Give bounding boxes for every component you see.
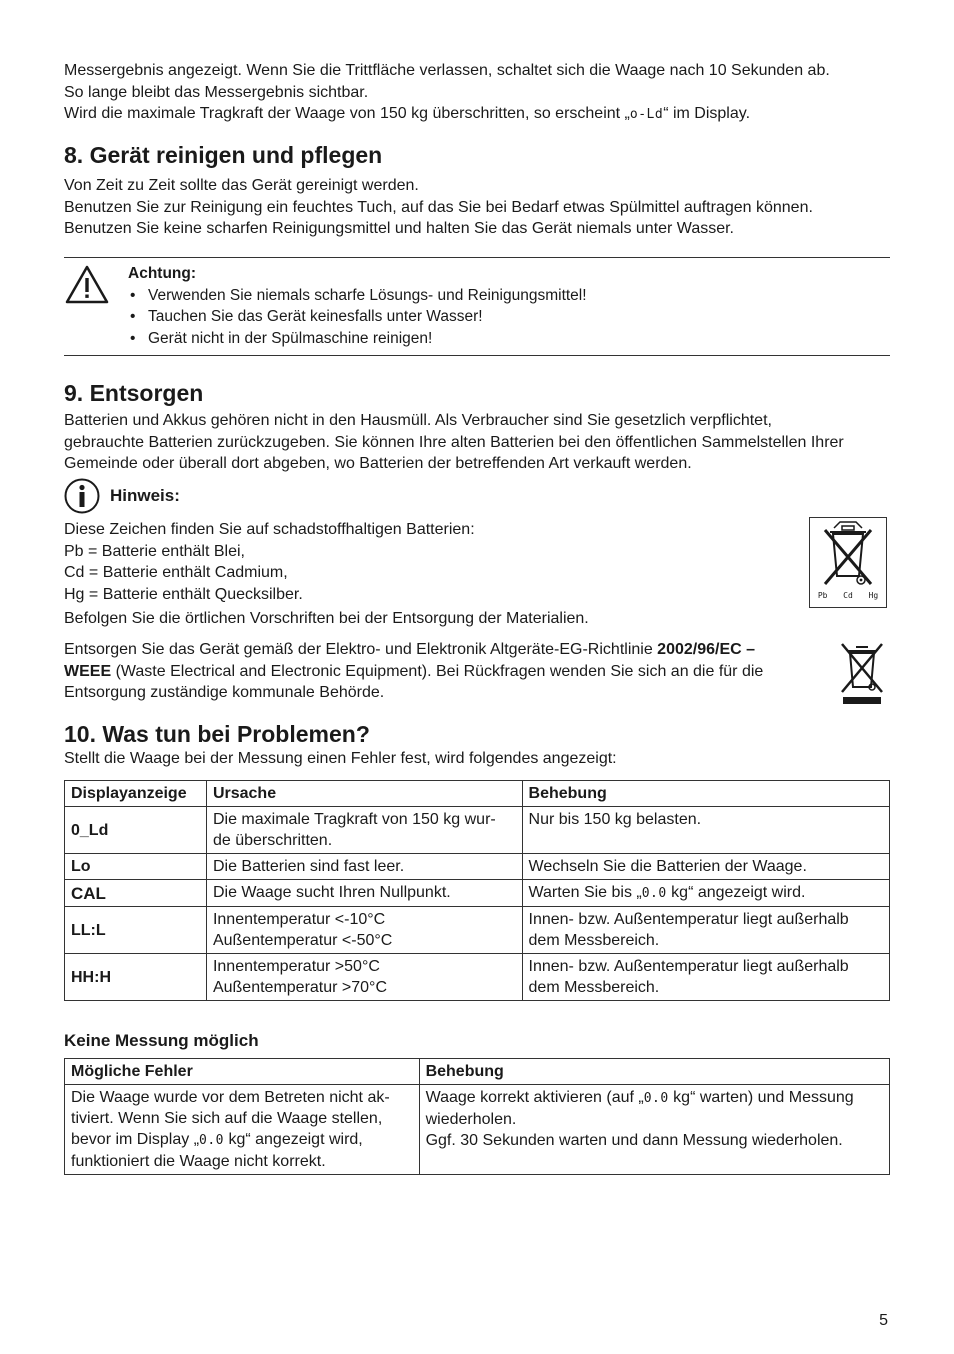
fix-cell: Wechseln Sie die Batterien der Waage. — [522, 854, 889, 880]
intro-line-3: Wird die maximale Tragkraft der Waage von 150 kg überschritten, so erscheint „o-Ld“ im Display. — [64, 105, 751, 122]
page-number: 5 — [879, 1312, 888, 1329]
col-header-fix: Behebung — [522, 781, 889, 807]
warning-triangle-icon — [64, 264, 110, 306]
fix-cell: Warten Sie bis „0.0 kg“ angezeigt wird. — [522, 880, 889, 907]
fix-cell: Nur bis 150 kg belasten. — [522, 807, 889, 854]
table-row — [65, 907, 890, 954]
intro-line-2: So lange bleibt das Messergebnis sichtbar. — [64, 83, 369, 101]
col-header-display: Displayanzeige — [65, 781, 207, 807]
table-row — [65, 807, 890, 854]
no-measurement-table-header — [65, 1059, 890, 1085]
section-8-p2: Benutzen Sie zur Reinigung ein feuchtes Tuch, auf das Sie bei Bedarf etwas Spülmittel auftragen können. — [64, 198, 813, 216]
no-measurement-table — [64, 1058, 890, 1175]
col-header-fix: Behebung — [419, 1059, 889, 1085]
section-10-intro: Stellt die Waage bei der Messung einen Fehler fest, wird folgendes angezeigt: — [64, 750, 617, 767]
battery-disposal-symbol — [809, 517, 887, 608]
section-9-p2: gebrauchte Batterien zurückzugeben. Sie können Ihre alten Batterien bei den öffentlichen Sammelstellen Ihrer — [64, 433, 844, 451]
warning-box — [64, 257, 890, 356]
section-9-p3: Gemeinde oder überall dort abgeben, wo Batterien der betreffenden Art verkauft werden. — [64, 455, 692, 472]
weee-line-3: Entsorgung zuständige kommunale Behörde. — [64, 684, 385, 701]
weee-line-2: WEEE (Waste Electrical and Electronic Equipment). Bei Rückfragen wenden Sie sich an die für die — [64, 662, 764, 680]
cause-cell: Die Batterien sind fast leer. — [206, 854, 522, 880]
hint-line: Diese Zeichen finden Sie auf schadstoffhaltigen Batterien: — [64, 521, 475, 538]
cause-cell: Die Waage sucht Ihren Nullpunkt. — [206, 880, 522, 907]
section-9-p1: Batterien und Akkus gehören nicht in den Hausmüll. Als Verbraucher sind Sie gesetzlich verpflichtet, — [64, 412, 772, 429]
cause-cell: Die maximale Tragkraft von 150 kg wur- de überschritten. — [206, 807, 522, 854]
weee-line-1: Entsorgen Sie das Gerät gemäß der Elektro- und Elektronik Altgeräte-EG-Richtlinie 2002/96/EC – — [64, 641, 756, 658]
regulations-text: Befolgen Sie die örtlichen Vorschriften bei der Entsorgung der Materialien. — [64, 610, 589, 627]
fix-cell: Innen- bzw. Außentemperatur liegt außerhalb dem Messbereich. — [522, 954, 889, 1001]
hint-line: Hg = Batterie enthält Quecksilber. — [64, 585, 303, 603]
intro-text — [64, 60, 890, 126]
section-10-title: 10. Was tun bei Problemen? — [64, 721, 370, 747]
section-9-title: 9. Entsorgen — [64, 380, 204, 406]
display-code: 0.0 — [199, 1133, 225, 1148]
col-header-cause: Ursache — [206, 781, 522, 807]
weee-text — [64, 639, 814, 704]
display-cell: LL:L — [65, 907, 207, 954]
error-table — [64, 780, 890, 1001]
hint-line: Pb = Batterie enthält Blei, — [64, 542, 245, 560]
section-8 — [64, 141, 890, 240]
cause-cell: Innentemperatur >50°C Außentemperatur >70°C — [206, 954, 522, 1001]
col-header-possible-errors: Mögliche Fehler — [65, 1059, 420, 1085]
display-cell: Lo — [65, 854, 207, 880]
display-code: 0.0 — [641, 886, 667, 901]
cause-cell: Innentemperatur <-10°C Außentemperatur <-50°C — [206, 907, 522, 954]
weee-bin-icon — [838, 640, 886, 706]
display-cell: 0_Ld — [65, 807, 207, 854]
battery-label-cd: Cd — [843, 591, 853, 600]
no-measurement-subtitle: Keine Messung möglich — [64, 1031, 259, 1050]
intro-line-1: Messergebnis angezeigt. Wenn Sie die Trittfläche verlassen, schaltet sich die Waage nach 10 Sekunden ab. — [64, 62, 830, 79]
fix-cell: Innen- bzw. Außentemperatur liegt außerhalb dem Messbereich. — [522, 907, 889, 954]
display-code: o-Ld — [629, 107, 664, 122]
warning-item: • Gerät nicht in der Spülmaschine reinigen! — [128, 328, 587, 350]
section-9 — [64, 379, 890, 475]
display-code: 0.0 — [643, 1091, 669, 1106]
hint-title: Hinweis: — [110, 486, 180, 505]
fix-cell: Waage korrekt aktivieren (auf „0.0 kg“ warten) und Messung wiederholen. Ggf. 30 Sekunden warten und dann Messung wiederholen. — [419, 1085, 889, 1175]
table-row — [65, 880, 890, 907]
display-cell: CAL — [65, 880, 207, 907]
crossed-bin-icon — [810, 518, 886, 592]
table-row — [65, 954, 890, 1001]
display-cell: HH:H — [65, 954, 207, 1001]
section-8-p1: Von Zeit zu Zeit sollte das Gerät gereinigt werden. — [64, 177, 419, 194]
warning-item: • Verwenden Sie niemals scharfe Lösungs- und Reinigungsmittel! — [128, 285, 587, 307]
section-10 — [64, 720, 890, 770]
battery-label-pb: Pb — [817, 591, 828, 600]
section-8-title: 8. Gerät reinigen und pflegen — [64, 142, 383, 168]
table-row — [65, 854, 890, 880]
section-8-p3: Benutzen Sie keine scharfen Reinigungsmittel und halten Sie das Gerät niemals unter Wasser. — [64, 220, 734, 237]
table-row — [65, 1085, 890, 1175]
hint-text — [64, 519, 784, 630]
hint-line: Cd = Batterie enthält Cadmium, — [64, 564, 288, 581]
warning-item: • Tauchen Sie das Gerät keinesfalls unter Wasser! — [128, 306, 587, 328]
battery-label-hg: Hg — [868, 591, 879, 600]
error-table-header — [65, 781, 890, 807]
hint-block — [64, 478, 890, 514]
info-icon — [64, 478, 100, 514]
error-cell: Die Waage wurde vor dem Betreten nicht ak- tiviert. Wenn Sie sich auf die Waage stellen, bevor im Display „0.0 kg“ angezeigt wird, funktioniert die Waage nicht korrekt. — [65, 1085, 420, 1175]
warning-title: Achtung: — [128, 265, 197, 282]
